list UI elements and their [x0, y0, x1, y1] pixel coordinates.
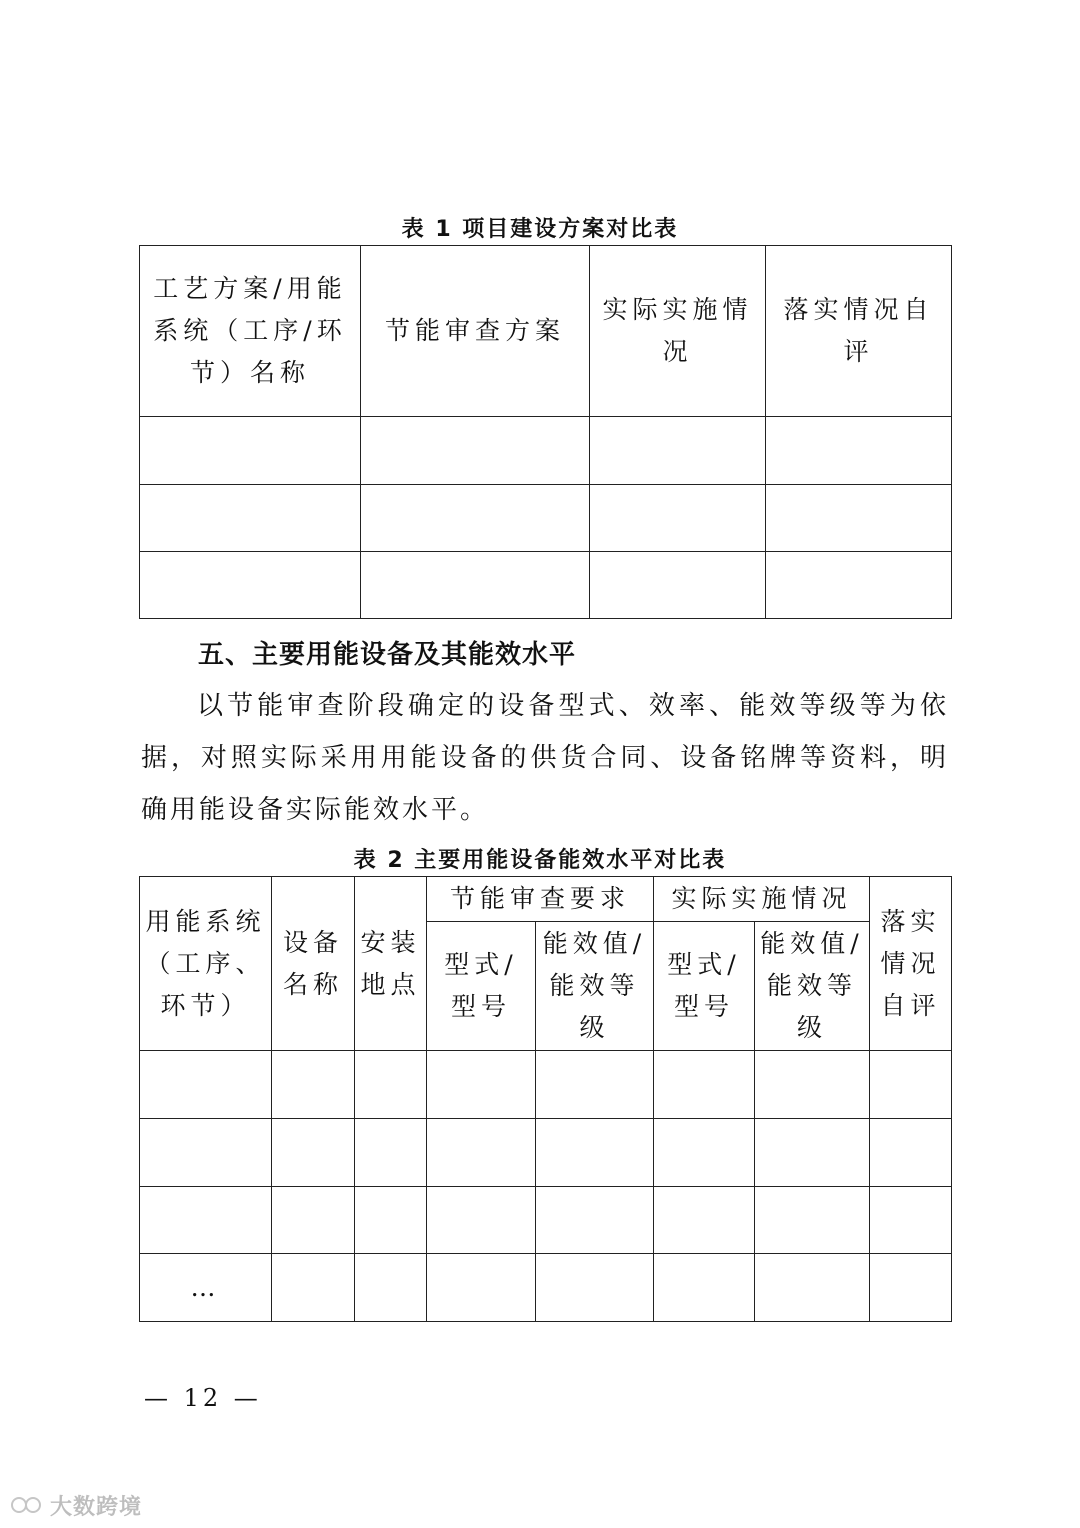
- table-row: [140, 1187, 952, 1254]
- table-cell: [536, 1187, 654, 1254]
- table2-header-device-name: 设备名称: [272, 877, 355, 1051]
- table-cell: [140, 485, 361, 552]
- table-cell: [427, 1254, 536, 1322]
- table-cell: [140, 552, 361, 619]
- table-cell: [766, 485, 952, 552]
- table2-header-review-model: 型式/型号: [427, 922, 536, 1051]
- table-cell: [536, 1119, 654, 1187]
- table-cell: [654, 1051, 755, 1119]
- section-paragraph: 以节能审查阶段确定的设备型式、效率、能效等级等为依据，对照实际采用用能设备的供货合同、设备铭牌等资料，明确用能设备实际能效水平。: [141, 691, 949, 825]
- table-cell: [590, 485, 766, 552]
- table1-header-self-eval: 落实情况自评: [766, 246, 952, 417]
- table-cell: [361, 485, 590, 552]
- table-cell: [870, 1051, 952, 1119]
- table1-project-comparison: [139, 245, 952, 619]
- table2-header-actual-efficiency: 能效值/能效等级: [755, 922, 870, 1051]
- table-row: [140, 1119, 952, 1187]
- table-cell: [755, 1119, 870, 1187]
- table-cell: [355, 1051, 427, 1119]
- table-cell: [355, 1119, 427, 1187]
- table-cell: [355, 1187, 427, 1254]
- table-row: [140, 417, 952, 485]
- table-cell: [654, 1187, 755, 1254]
- table-cell: [755, 1254, 870, 1322]
- table-cell: [870, 1254, 952, 1322]
- table-cell: [272, 1119, 355, 1187]
- table-row: [140, 1051, 952, 1119]
- table-cell: [654, 1119, 755, 1187]
- table-cell: [590, 417, 766, 485]
- table2-header-location: 安装地点: [355, 877, 427, 1051]
- table-cell: [870, 1119, 952, 1187]
- table-cell: [361, 417, 590, 485]
- table1-caption: 表 1 项目建设方案对比表: [401, 217, 679, 242]
- page-number: — 12 —: [144, 1384, 262, 1412]
- table2-header-system: 用能系统（工序、环节）: [140, 877, 272, 1051]
- table1-header-system: 工艺方案/用能系统（工序/环节）名称: [140, 246, 361, 417]
- table-cell: [140, 1187, 272, 1254]
- table-cell: [870, 1187, 952, 1254]
- watermark-text: 大数跨境: [50, 1494, 143, 1520]
- watermark-logo-icon: [10, 1492, 44, 1518]
- table1-header-review-plan: 节能审查方案: [361, 246, 590, 417]
- table-row: [140, 1254, 952, 1322]
- table-cell: [536, 1051, 654, 1119]
- table2-header-row-1: [140, 877, 952, 922]
- table-cell: [654, 1254, 755, 1322]
- table1-header-actual: 实际实施情况: [590, 246, 766, 417]
- table2-header-review-efficiency: 能效值/能效等级: [536, 922, 654, 1051]
- table2-header-self-eval: 落实情况自评: [870, 877, 952, 1051]
- table-cell: [355, 1254, 427, 1322]
- section-heading: 五、主要用能设备及其能效水平: [198, 640, 577, 670]
- table-cell: [140, 1119, 272, 1187]
- table-cell: [272, 1254, 355, 1322]
- table-cell: [590, 552, 766, 619]
- table-cell: [755, 1051, 870, 1119]
- table2-equipment-efficiency: [139, 876, 952, 1322]
- table2-header-review-group: 节能审查要求: [427, 877, 654, 922]
- table-cell: [272, 1187, 355, 1254]
- table-cell: [536, 1254, 654, 1322]
- table-cell: [140, 1051, 272, 1119]
- watermark: [10, 1490, 142, 1520]
- table-cell: [766, 552, 952, 619]
- table-cell: [427, 1187, 536, 1254]
- table2-header-actual-model: 型式/型号: [654, 922, 755, 1051]
- table-cell: [427, 1119, 536, 1187]
- table-cell: [140, 417, 361, 485]
- table-row: [140, 485, 952, 552]
- table-cell: [427, 1051, 536, 1119]
- table-cell: [766, 417, 952, 485]
- table-row: [140, 552, 952, 619]
- table-cell: [361, 552, 590, 619]
- ellipsis-cell: …: [140, 1254, 272, 1322]
- table-cell: [272, 1051, 355, 1119]
- table2-caption: 表 2 主要用能设备能效水平对比表: [353, 848, 727, 873]
- table2-header-actual-group: 实际实施情况: [654, 877, 870, 922]
- table1-header-row: [140, 246, 952, 417]
- table-cell: [755, 1187, 870, 1254]
